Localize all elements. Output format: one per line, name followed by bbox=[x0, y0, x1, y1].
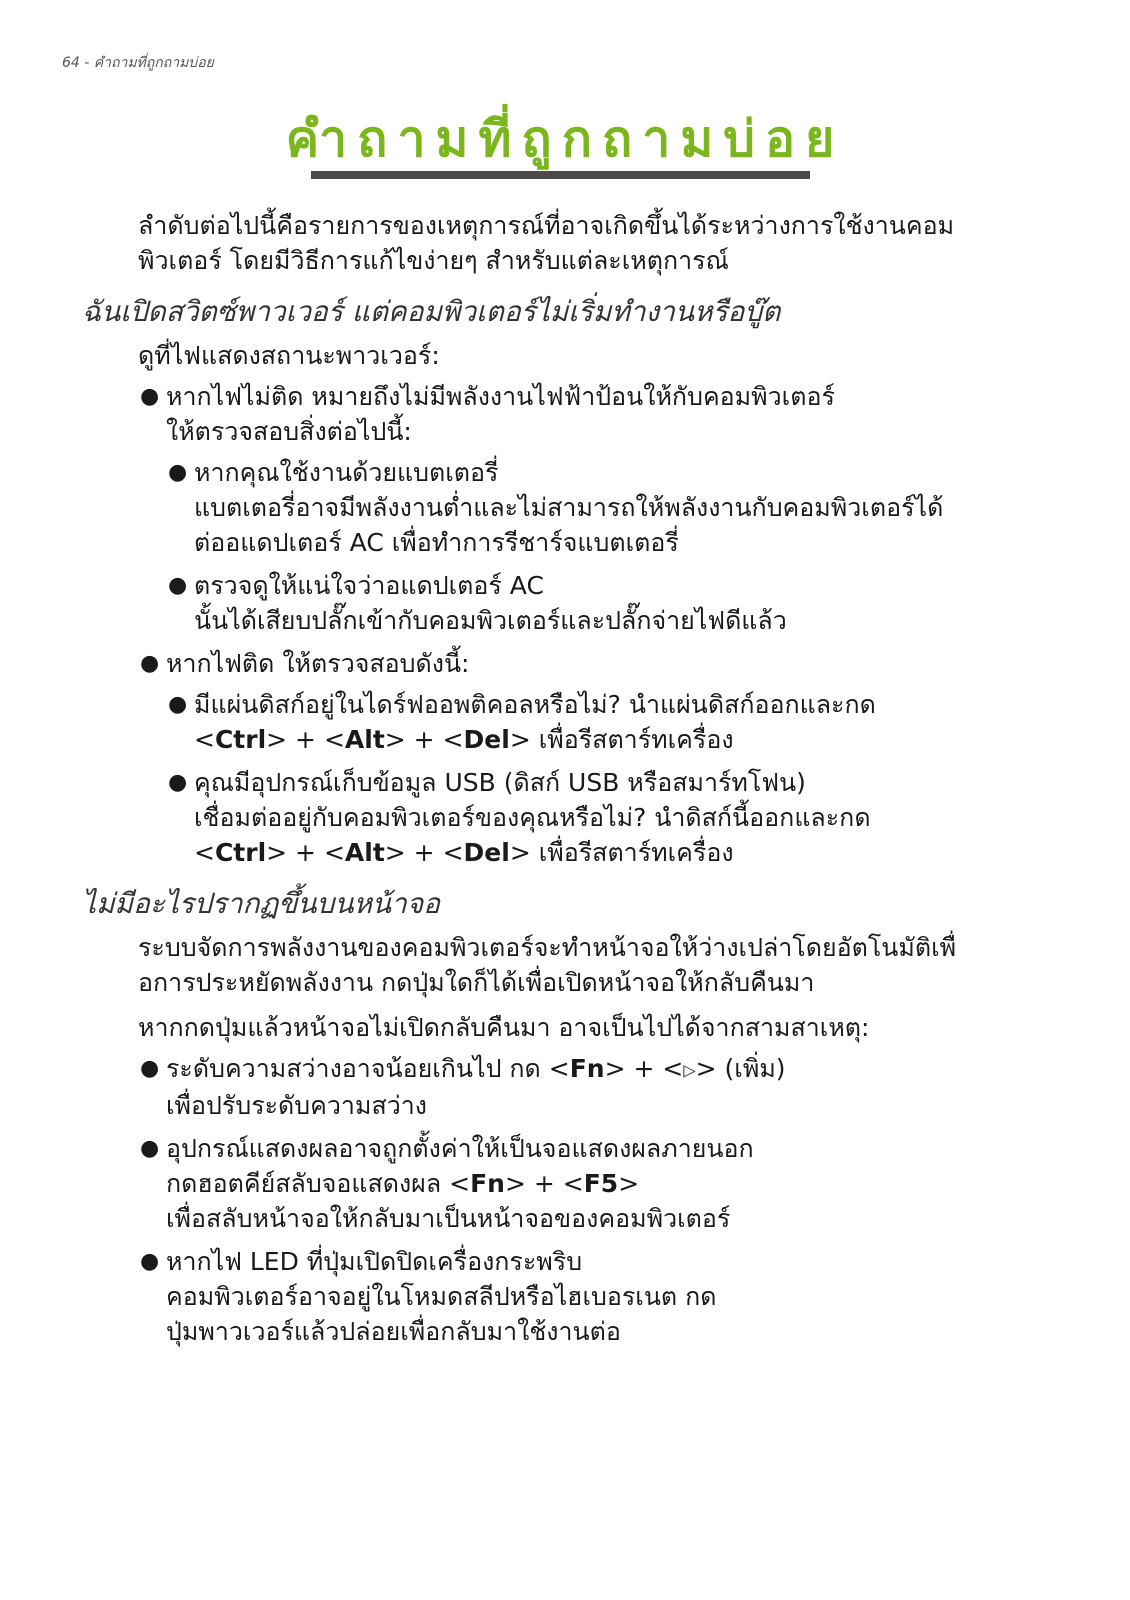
list-item: ● มีแผ่นดิสก์อยู่ในไดร์ฟออพติคอลหรือไม่? นำแผ่นดิสก์ออกและกด <Ctrl> + <Alt> + <Del> เพื่อรีสตาร์ทเครื่อง bbox=[166, 687, 1058, 757]
key-alt: Alt bbox=[344, 838, 385, 867]
list-item: ● หากคุณใช้งานด้วยแบตเตอรี่ แบตเตอรี่อาจมีพลังงานต่ำและไม่สามารถให้พลังงานกับคอมพิวเตอร์ได้ ต่ออแดปเตอร์ AC เพื่อทำการรีชาร์จแบตเตอรี่ bbox=[166, 455, 1058, 560]
key-f5: F5 bbox=[583, 1168, 619, 1198]
list-item: ● หากไฟไม่ติด หมายถึงไม่มีพลังงานไฟฟ้าป้อนให้กับคอมพิวเตอร์ ให้ตรวจสอบสิ่งต่อไปนี้: ● หากคุณใช้งานด้วยแบตเตอรี่ แบตเตอรี่อาจมีพลังงานต่ำและไม่สามารถให้พลังงานกับคอมพิวเตอร์ได้ ต่ออแดปเตอร์ AC เพื่อทำการรีชาร์จแบตเตอรี่ ● ตรวจดูให้แน่ใจว่าอแดปเตอร์ AC นั้นได้เสียบปลั๊กเข้ากับคอมพิวเตอร์และปลั๊กจ่ายไฟดีแล้ว bbox=[138, 379, 1058, 638]
page-content bbox=[82, 208, 1058, 1357]
list-item: ● ตรวจดูให้แน่ใจว่าอแดปเตอร์ AC นั้นได้เสียบปลั๊กเข้ากับคอมพิวเตอร์และปลั๊กจ่ายไฟดีแล้ว bbox=[166, 568, 1058, 638]
section-heading-display: ไม่มีอะไรปรากฏขึ้นบนหน้าจอ bbox=[82, 887, 440, 920]
key-ctrl: Ctrl bbox=[214, 838, 267, 867]
bullet-icon: ● bbox=[168, 573, 188, 598]
sub-list bbox=[166, 455, 1058, 638]
key-combo: <Ctrl> + <Alt> + <Del> เพื่อรีสตาร์ทเครื่อง bbox=[194, 838, 734, 867]
bullet-icon: ● bbox=[168, 692, 188, 717]
list-item: ● คุณมีอุปกรณ์เก็บข้อมูล USB (ดิสก์ USB หรือสมาร์ทโฟน) เชื่อมต่ออยู่กับคอมพิวเตอร์ของคุณหรือไม่? นำดิสก์นี้ออกและกด <Ctrl> + <Alt> + <Del> เพื่อรีสตาร์ทเครื่อง bbox=[166, 765, 1058, 870]
bullet-icon: ● bbox=[168, 770, 188, 795]
list-item: ● อุปกรณ์แสดงผลอาจถูกตั้งค่าให้เป็นจอแสดงผลภายนอก กดฮอตคีย์สลับจอแสดงผล <Fn> + <F5> เพื่อสลับหน้าจอให้กลับมาเป็นหน้าจอของคอมพิวเตอร์ bbox=[138, 1131, 1058, 1236]
bullet-icon: ● bbox=[140, 1248, 160, 1274]
bullet-icon: ● bbox=[140, 1056, 160, 1081]
sub-list bbox=[166, 687, 1058, 870]
list-item: ● หากไฟติด ให้ตรวจสอบดังนี้: ● มีแผ่นดิสก์อยู่ในไดร์ฟออพติคอลหรือไม่? นำแผ่นดิสก์ออกและกด <Ctrl> + <Alt> + <Del> เพื่อรีสตาร์ทเครื่อง ● คุณมีอุปกรณ์เก็บข้อมูล USB (ดิสก์ USB หรือสมาร์ทโฟน) เชื่อมต่ออยู่กับคอมพิวเตอร์ของคุณหรือไม่? นำดิสก์นี้ออกและกด <Ctrl> + <Alt> + <Del> เพื่อรีสตาร์ทเครื่อง bbox=[138, 646, 1058, 870]
power-check-list bbox=[138, 379, 1058, 870]
title-underline bbox=[311, 171, 810, 179]
bullet-icon: ● bbox=[168, 460, 188, 485]
key-alt: Alt bbox=[344, 725, 385, 754]
key-del: Del bbox=[463, 725, 510, 754]
key-fn: Fn bbox=[569, 1054, 605, 1083]
key-fn: Fn bbox=[470, 1168, 505, 1198]
bullet-icon: ● bbox=[140, 1135, 160, 1161]
key-del: Del bbox=[463, 838, 510, 867]
bullet-icon: ● bbox=[140, 651, 160, 676]
section-heading-power: ฉันเปิดสวิตซ์พาวเวอร์ แต่คอมพิวเตอร์ไม่เริ่มทำงานหรือบู๊ต bbox=[82, 295, 781, 328]
intro-paragraph: ลำดับต่อไปนี้คือรายการของเหตุการณ์ที่อาจเกิดขึ้นได้ระหว่างการใช้งานคอม พิวเตอร์ โดยมีวิธีการแก้ไขง่ายๆ สำหรับแต่ละเหตุการณ์ bbox=[138, 211, 955, 275]
display-check-list bbox=[138, 1051, 1058, 1349]
brightness-up-icon: ▷ bbox=[683, 1060, 696, 1080]
section1-lead: ดูที่ไฟแสดงสถานะพาวเวอร์: bbox=[138, 341, 440, 370]
list-item: ● หากไฟ LED ที่ปุ่มเปิดปิดเครื่องกระพริบ คอมพิวเตอร์อาจอยู่ในโหมดสลีปหรือไฮเบอรเนต กด ปุ่มพาวเวอร์แล้วปล่อยเพื่อกลับมาใช้งานต่อ bbox=[138, 1244, 1058, 1349]
running-header: 64 - คำถามที่ถูกถามบ่อย bbox=[62, 55, 214, 71]
page-title: คำถามที่ถูกถามบ่อย bbox=[285, 110, 845, 168]
bullet-icon: ● bbox=[140, 384, 160, 409]
key-combo: <Ctrl> + <Alt> + <Del> เพื่อรีสตาร์ทเครื่อง bbox=[194, 725, 734, 754]
list-item: ● ระดับความสว่างอาจน้อยเกินไป กด <Fn> + <▷> (เพิ่ม) เพื่อปรับระดับความสว่าง bbox=[138, 1051, 1058, 1123]
key-ctrl: Ctrl bbox=[214, 725, 267, 754]
section2-lead: หากกดปุ่มแล้วหน้าจอไม่เปิดกลับคืนมา อาจเป็นไปได้จากสามสาเหตุ: bbox=[138, 1013, 870, 1042]
section2-paragraph: ระบบจัดการพลังงานของคอมพิวเตอร์จะทำหน้าจอให้ว่างเปล่าโดยอัตโนมัติเพื่ อการประหยัดพลังงาน กดปุ่มใดก็ได้เพื่อเปิดหน้าจอให้กลับคืนมา bbox=[138, 933, 957, 997]
